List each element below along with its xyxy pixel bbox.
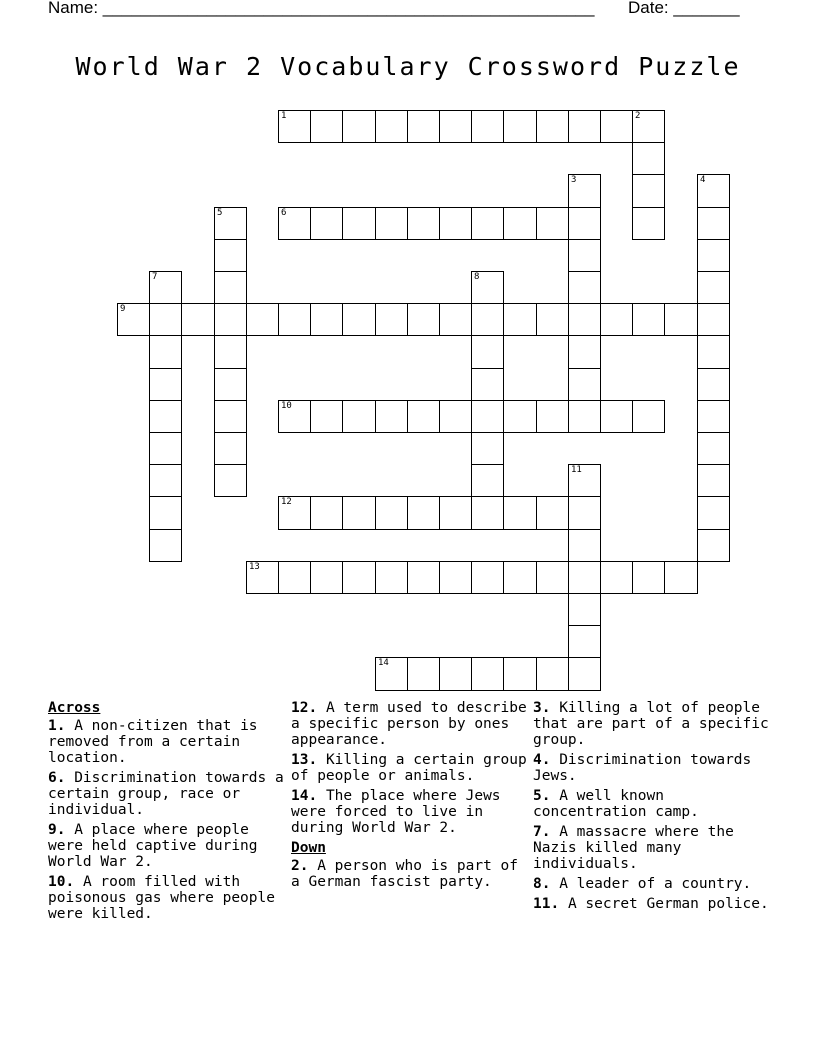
grid-cell[interactable] [503,496,537,530]
grid-cell[interactable] [568,529,601,562]
grid-cell[interactable] [310,110,343,143]
grid-cell[interactable] [471,207,504,240]
grid-cell[interactable] [568,303,601,336]
grid-cell[interactable] [342,207,376,240]
grid-cell[interactable] [503,110,537,143]
grid-cell-7[interactable] [149,271,182,304]
grid-cell[interactable] [632,561,665,594]
clue-down-8: 8. A leader of a country. [533,876,752,892]
clue-number: 11 [571,465,582,475]
clue-down-4: 4. Discrimination towards Jews. [533,752,752,784]
grid-cell[interactable] [149,529,182,562]
grid-cell[interactable] [536,400,569,433]
grid-cell[interactable] [697,368,730,401]
clue-across-1: 1. A non-citizen that is removed from a certain location. [48,718,258,766]
grid-cell-14[interactable] [375,657,408,691]
grid-cell[interactable] [471,400,504,433]
clue-number: 12 [281,497,292,507]
grid-cell[interactable] [214,239,247,272]
clue-number: 7 [152,272,158,282]
clue-across-13: 13. Killing a certain group of people or animals. [291,752,527,784]
grid-cell[interactable] [375,400,408,433]
grid-cell[interactable] [149,400,182,433]
grid-cell[interactable] [310,303,343,336]
grid-cell[interactable] [342,110,376,143]
grid-cell-11[interactable] [568,464,601,497]
grid-cell[interactable] [342,400,376,433]
clue-number: 10 [281,401,292,411]
grid-cell-10[interactable] [278,400,311,433]
grid-cell-2[interactable] [632,110,665,143]
grid-cell[interactable] [149,303,182,336]
grid-cell[interactable] [568,625,601,658]
grid-cell[interactable] [181,303,215,336]
grid-cell[interactable] [568,400,601,433]
clue-number: 5 [217,208,223,218]
grid-cell[interactable] [536,207,569,240]
clues-column-2 [291,700,527,894]
grid-cell[interactable] [439,496,472,530]
clue-down-3: 3. Killing a lot of people that are part of a specific group. [533,700,769,748]
grid-cell[interactable] [342,561,376,594]
grid-cell[interactable] [697,207,730,240]
clue-number: 13 [249,562,260,572]
grid-cell[interactable] [407,303,440,336]
grid-cell[interactable] [471,496,504,530]
grid-cell[interactable] [600,303,633,336]
clue-number: 1 [281,111,287,121]
clue-number: 2 [635,111,641,121]
grid-cell[interactable] [246,303,279,336]
grid-cell[interactable] [471,110,504,143]
grid-cell-12[interactable] [278,496,311,530]
grid-cell[interactable] [568,271,601,304]
grid-cell[interactable] [697,464,730,497]
grid-cell[interactable] [214,271,247,304]
grid-cell[interactable] [149,496,182,530]
grid-cell[interactable] [471,657,504,691]
grid-cell[interactable] [214,303,247,336]
grid-cell[interactable] [503,303,537,336]
grid-cell[interactable] [439,207,472,240]
grid-cell[interactable] [214,368,247,401]
grid-cell[interactable] [568,561,601,594]
grid-cell[interactable] [697,303,730,336]
grid-cell[interactable] [697,496,730,530]
grid-cell[interactable] [214,432,247,465]
grid-cell-13[interactable] [246,561,279,594]
grid-cell[interactable] [407,400,440,433]
grid-cell[interactable] [568,110,601,143]
grid-cell-8[interactable] [471,271,504,304]
grid-cell[interactable] [697,335,730,369]
grid-cell[interactable] [375,303,408,336]
grid-cell[interactable] [375,110,408,143]
grid-cell[interactable] [407,207,440,240]
grid-cell[interactable] [471,368,504,401]
grid-cell[interactable] [503,207,537,240]
grid-cell[interactable] [375,496,408,530]
grid-cell[interactable] [149,335,182,369]
clues-column-3 [533,700,769,916]
grid-cell[interactable] [568,657,601,691]
grid-cell[interactable] [407,110,440,143]
grid-cell[interactable] [632,303,665,336]
clue-down-11: 11. A secret German police. [533,896,769,912]
clue-number: 14 [378,658,389,668]
grid-cell[interactable] [375,207,408,240]
clue-number: 8 [474,272,480,282]
grid-cell[interactable] [375,561,408,594]
grid-cell-9[interactable] [117,303,150,336]
clue-number: 3 [571,175,577,185]
grid-cell[interactable] [632,174,665,208]
grid-cell[interactable] [310,400,343,433]
clue-across-9: 9. A place where people were held captive during World War 2. [48,822,258,870]
grid-cell[interactable] [697,239,730,272]
grid-cell[interactable] [664,303,698,336]
grid-cell[interactable] [439,400,472,433]
grid-cell[interactable] [471,464,504,497]
grid-cell[interactable] [503,561,537,594]
clue-across-10: 10. A room filled with poisonous gas where people were killed. [48,874,275,922]
grid-cell[interactable] [632,142,665,175]
grid-cell[interactable] [536,303,569,336]
grid-cell[interactable] [149,464,182,497]
clue-down-2: 2. A person who is part of a German fascist party. [291,858,518,890]
grid-cell[interactable] [439,561,472,594]
clue-across-6: 6. Discrimination towards a certain group, race or individual. [48,770,284,818]
grid-cell[interactable] [407,496,440,530]
grid-cell[interactable] [214,335,247,369]
grid-cell-4[interactable] [697,174,730,208]
grid-cell[interactable] [471,561,504,594]
grid-cell[interactable] [503,657,537,691]
grid-cell[interactable] [568,593,601,626]
grid-cell-1[interactable] [278,110,311,143]
grid-cell[interactable] [407,561,440,594]
grid-cell[interactable] [568,239,601,272]
date-field-label: Date: _______ [628,0,740,17]
grid-cell[interactable] [342,303,376,336]
grid-cell[interactable] [536,561,569,594]
grid-cell[interactable] [632,400,665,433]
grid-cell[interactable] [536,496,569,530]
grid-cell[interactable] [503,400,537,433]
grid-cell[interactable] [149,432,182,465]
grid-cell[interactable] [697,432,730,465]
grid-cell-6[interactable] [278,207,311,240]
grid-cell[interactable] [278,561,311,594]
across-heading: Across [48,700,101,716]
grid-cell[interactable] [632,207,665,240]
clue-number: 6 [281,208,287,218]
grid-cell-3[interactable] [568,174,601,208]
grid-cell[interactable] [439,110,472,143]
grid-cell[interactable] [310,561,343,594]
grid-cell[interactable] [600,561,633,594]
grid-cell[interactable] [536,110,569,143]
grid-cell[interactable] [310,207,343,240]
grid-cell[interactable] [568,207,601,240]
clue-down-5: 5. A well known concentration camp. [533,788,699,820]
clues-column-1 [48,700,284,926]
grid-cell[interactable] [342,496,376,530]
clue-across-14: 14. The place where Jews were forced to live in during World War 2. [291,788,501,836]
grid-cell[interactable] [697,400,730,433]
grid-cell[interactable] [149,368,182,401]
grid-cell-5[interactable] [214,207,247,240]
grid-cell[interactable] [214,464,247,497]
clue-across-12: 12. A term used to describe a specific person by ones appearance. [291,700,527,748]
clue-number: 9 [120,304,126,314]
grid-cell[interactable] [471,432,504,465]
grid-cell[interactable] [407,657,440,691]
grid-cell[interactable] [214,400,247,433]
grid-cell[interactable] [310,496,343,530]
grid-cell[interactable] [600,110,633,143]
grid-cell[interactable] [600,400,633,433]
grid-cell[interactable] [664,561,698,594]
grid-cell[interactable] [439,303,472,336]
page-title: World War 2 Vocabulary Crossword Puzzle [75,52,741,81]
grid-cell[interactable] [697,271,730,304]
grid-cell[interactable] [697,529,730,562]
grid-cell[interactable] [278,303,311,336]
grid-cell[interactable] [568,496,601,530]
grid-cell[interactable] [471,335,504,369]
grid-cell[interactable] [439,657,472,691]
grid-cell[interactable] [536,657,569,691]
clue-down-7: 7. A massacre where the Nazis killed many individuals. [533,824,734,872]
name-field-label: Name: ____________________________________________________ [48,0,595,17]
grid-cell[interactable] [471,303,504,336]
down-heading: Down [291,840,326,856]
grid-cell[interactable] [568,335,601,369]
grid-cell[interactable] [568,368,601,401]
clue-number: 4 [700,175,706,185]
